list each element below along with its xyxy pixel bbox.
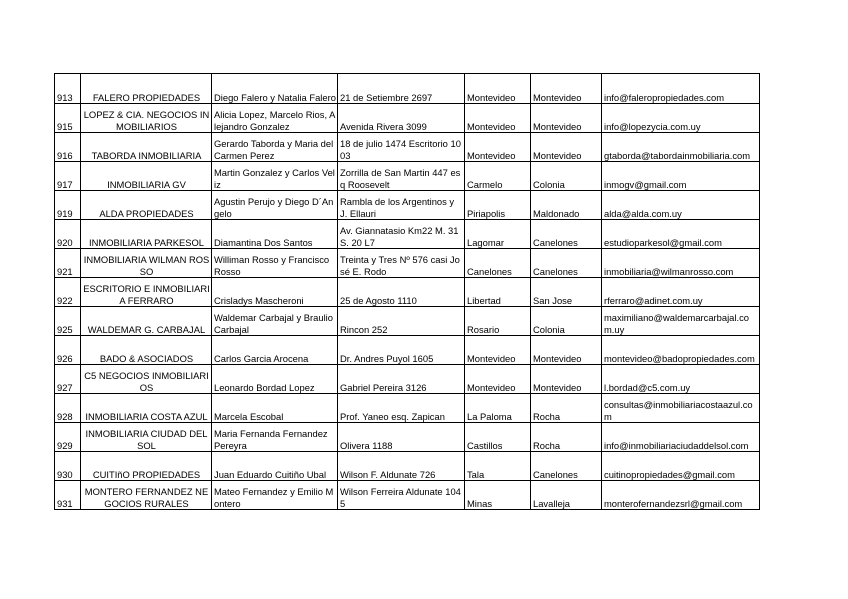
table-row (55, 336, 760, 365)
city: Montevideo (465, 336, 531, 365)
email: montevideo@badopropiedades.com (602, 336, 760, 365)
email: l.bordad@c5.com.uy (602, 365, 760, 394)
contact-names: Crisladys Mascheroni (212, 278, 338, 307)
row-id: 931 (55, 481, 81, 510)
department: Lavalleja (531, 481, 602, 510)
row-id: 922 (55, 278, 81, 307)
table-row (55, 481, 760, 510)
department: Canelones (531, 249, 602, 278)
address: Avenida Rivera 3099 (338, 104, 465, 133)
address: Treinta y Tres Nº 576 casi José E. Rodo (338, 249, 465, 278)
table-row (55, 162, 760, 191)
row-id: 913 (55, 74, 81, 104)
row-id: 928 (55, 394, 81, 423)
email: info@inmobiliariaciudaddelsol.com (602, 423, 760, 452)
department: Rocha (531, 423, 602, 452)
contact-names: Mateo Fernandez y Emilio Montero (212, 481, 338, 510)
address: Gabriel Pereira 3126 (338, 365, 465, 394)
email: inmobiliaria@wilmanrosso.com (602, 249, 760, 278)
table-row (55, 278, 760, 307)
city: Montevideo (465, 74, 531, 104)
table-row (55, 452, 760, 481)
department: Colonia (531, 307, 602, 336)
contact-names: Juan Eduardo Cuitiño Ubal (212, 452, 338, 481)
department: Colonia (531, 162, 602, 191)
city: Montevideo (465, 365, 531, 394)
contact-names: Waldemar Carbajal y Braulio Carbajal (212, 307, 338, 336)
contact-names: Leonardo Bordad Lopez (212, 365, 338, 394)
agency-name: INMOBILIARIA PARKESOL (81, 220, 212, 249)
agency-name: ALDA PROPIEDADES (81, 191, 212, 220)
table-row (55, 220, 760, 249)
email: cuitinopropiedades@gmail.com (602, 452, 760, 481)
department: San Jose (531, 278, 602, 307)
row-id: 917 (55, 162, 81, 191)
address: Rambla de los Argentinos y J. Ellauri (338, 191, 465, 220)
email: gtaborda@tabordainmobiliaria.com (602, 133, 760, 162)
agency-name: WALDEMAR G. CARBAJAL (81, 307, 212, 336)
city: Rosario (465, 307, 531, 336)
row-id: 927 (55, 365, 81, 394)
row-id: 930 (55, 452, 81, 481)
table-row (55, 133, 760, 162)
email: estudioparkesol@gmail.com (602, 220, 760, 249)
row-id: 919 (55, 191, 81, 220)
agency-name: INMOBILIARIA WILMAN ROSSO (81, 249, 212, 278)
row-id: 925 (55, 307, 81, 336)
email: maximiliano@waldemarcarbajal.com.uy (602, 307, 760, 336)
agency-name: MONTERO FERNANDEZ NEGOCIOS RURALES (81, 481, 212, 510)
row-id: 921 (55, 249, 81, 278)
email: consultas@inmobiliariacostaazul.com (602, 394, 760, 423)
department: Montevideo (531, 336, 602, 365)
city: Minas (465, 481, 531, 510)
email: info@lopezycia.com.uy (602, 104, 760, 133)
department: Canelones (531, 220, 602, 249)
city: Lagomar (465, 220, 531, 249)
agency-name: INMOBILIARIA COSTA AZUL (81, 394, 212, 423)
agency-name: TABORDA INMOBILIARIA (81, 133, 212, 162)
contact-names: Williman Rosso y Francisco Rosso (212, 249, 338, 278)
city: Canelones (465, 249, 531, 278)
department: Montevideo (531, 74, 602, 104)
contact-names: Maria Fernanda Fernandez Pereyra (212, 423, 338, 452)
agency-name: CUITIñO PROPIEDADES (81, 452, 212, 481)
address: 25 de Agosto 1110 (338, 278, 465, 307)
address: Prof. Yaneo esq. Zapican (338, 394, 465, 423)
contact-names: Gerardo Taborda y Maria del Carmen Perez (212, 133, 338, 162)
department: Montevideo (531, 365, 602, 394)
address: Av. Giannatasio Km22 M. 31 S. 20 L7 (338, 220, 465, 249)
city: Tala (465, 452, 531, 481)
city: Piriapolis (465, 191, 531, 220)
agency-name: LOPEZ & CIA. NEGOCIOS INMOBILIARIOS (81, 104, 212, 133)
table-row (55, 423, 760, 452)
row-id: 926 (55, 336, 81, 365)
city: Montevideo (465, 133, 531, 162)
email: monterofernandezsrl@gmail.com (602, 481, 760, 510)
row-id: 929 (55, 423, 81, 452)
table-row (55, 365, 760, 394)
address: Rincon 252 (338, 307, 465, 336)
email: inmogv@gmail.com (602, 162, 760, 191)
agency-name: BADO & ASOCIADOS (81, 336, 212, 365)
agency-name: ESCRITORIO E INMOBILIARIA FERRARO (81, 278, 212, 307)
contact-names: Alicia Lopez, Marcelo Rios, Alejandro Gonzalez (212, 104, 338, 133)
city: Castillos (465, 423, 531, 452)
row-id: 916 (55, 133, 81, 162)
address: Wilson Ferreira Aldunate 1045 (338, 481, 465, 510)
city: Montevideo (465, 104, 531, 133)
agency-name: C5 NEGOCIOS INMOBILIARIOS (81, 365, 212, 394)
table-row (55, 191, 760, 220)
table-row (55, 104, 760, 133)
city: La Paloma (465, 394, 531, 423)
department: Montevideo (531, 133, 602, 162)
department: Canelones (531, 452, 602, 481)
address: 21 de Setiembre 2697 (338, 74, 465, 104)
city: Carmelo (465, 162, 531, 191)
agency-name: INMOBILIARIA CIUDAD DEL SOL (81, 423, 212, 452)
agency-name: INMOBILIARIA GV (81, 162, 212, 191)
agency-name: FALERO PROPIEDADES (81, 74, 212, 104)
table-row (55, 74, 760, 104)
contact-names: Marcela Escobal (212, 394, 338, 423)
contact-names: Diego Falero y Natalia Falero (212, 74, 338, 104)
contact-names: Agustin Perujo y Diego D´Angelo (212, 191, 338, 220)
email: alda@alda.com.uy (602, 191, 760, 220)
contact-names: Carlos Garcia Arocena (212, 336, 338, 365)
email: rferraro@adinet.com.uy (602, 278, 760, 307)
address: 18 de julio 1474 Escritorio 1003 (338, 133, 465, 162)
address: Wilson F. Aldunate 726 (338, 452, 465, 481)
address: Olivera 1188 (338, 423, 465, 452)
row-id: 915 (55, 104, 81, 133)
contact-names: Diamantina Dos Santos (212, 220, 338, 249)
address: Dr. Andres Puyol 1605 (338, 336, 465, 365)
department: Maldonado (531, 191, 602, 220)
department: Montevideo (531, 104, 602, 133)
table-row (55, 394, 760, 423)
table-row (55, 249, 760, 278)
agency-registry-table (54, 73, 760, 510)
row-id: 920 (55, 220, 81, 249)
department: Rocha (531, 394, 602, 423)
contact-names: Martin Gonzalez y Carlos Veliz (212, 162, 338, 191)
email: info@faleropropiedades.com (602, 74, 760, 104)
table-row (55, 307, 760, 336)
city: Libertad (465, 278, 531, 307)
address: Zorrilla de San Martin 447 esq Roosevelt (338, 162, 465, 191)
